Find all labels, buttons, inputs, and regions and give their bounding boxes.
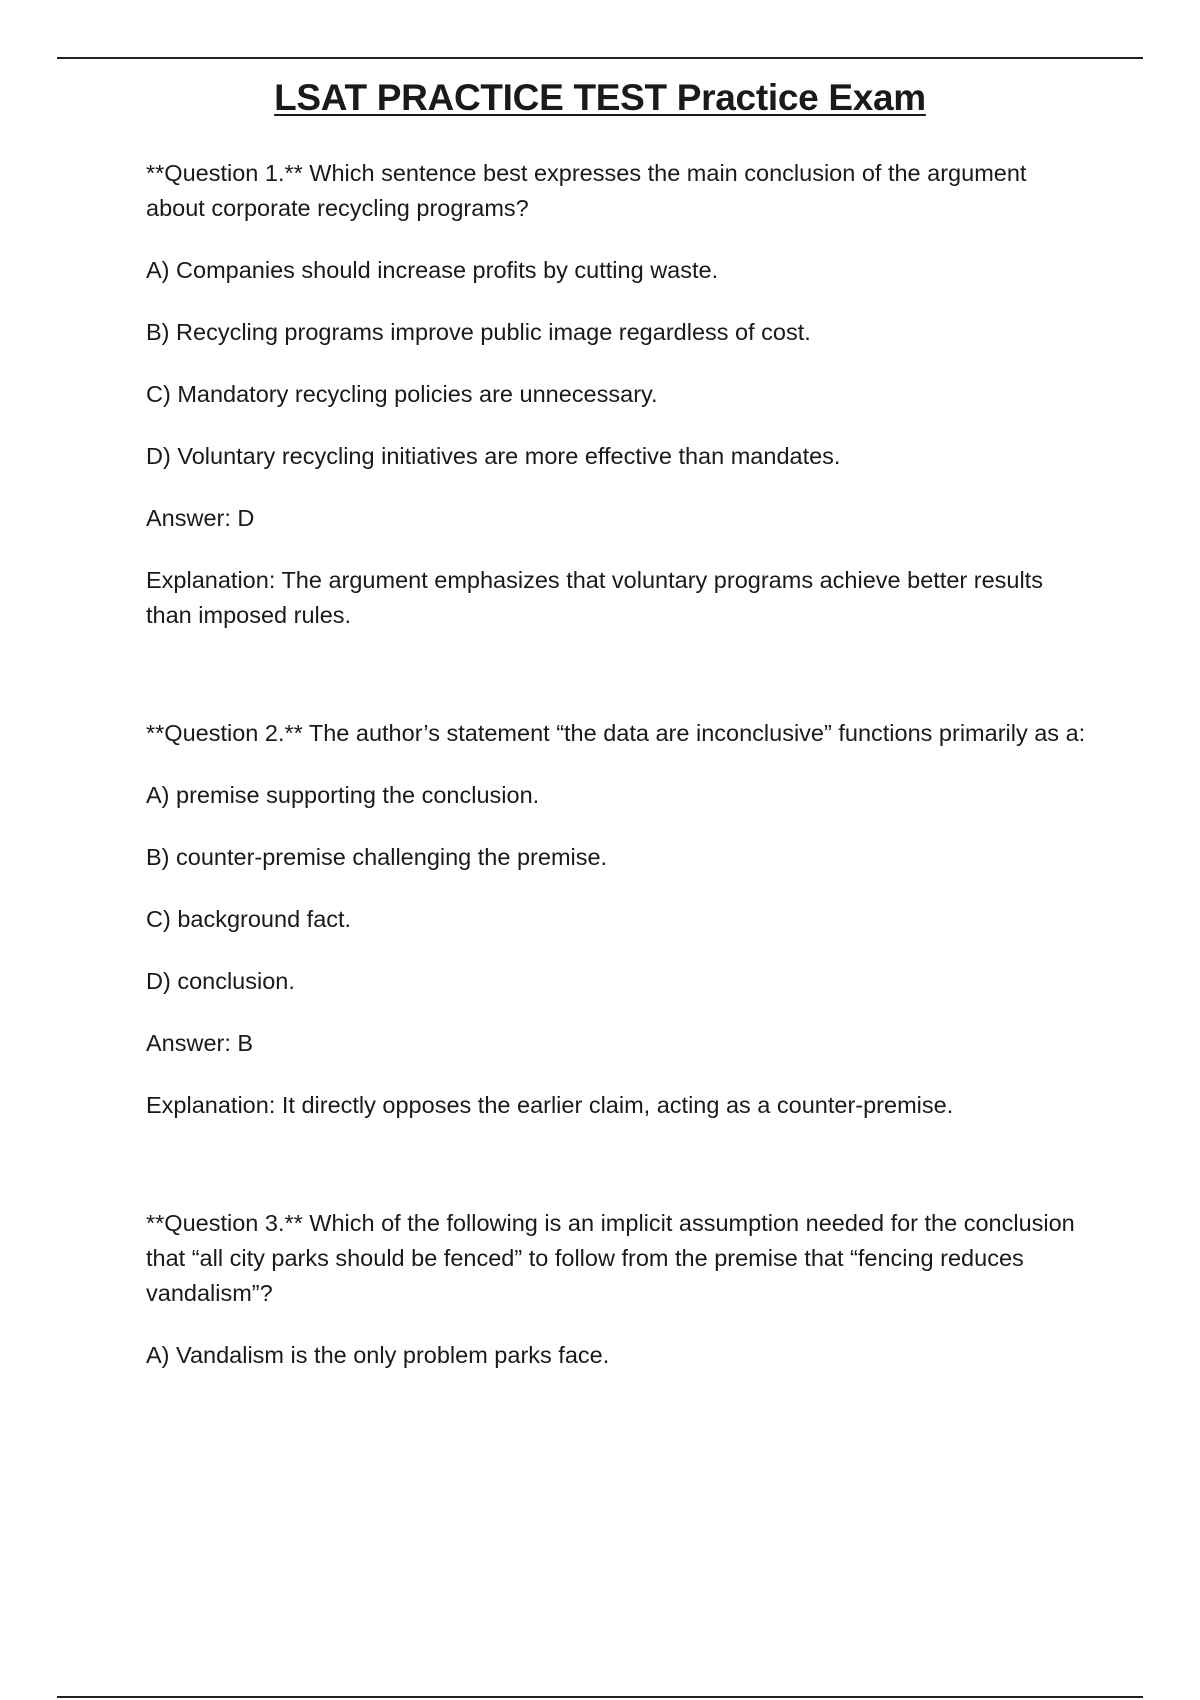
spacer [146,1150,1086,1206]
document-body [146,156,1086,1400]
top-rule [57,57,1143,59]
question-1-option-a: A) Companies should increase profits by cutting waste. [146,257,719,283]
question-2-option-a: A) premise supporting the conclusion. [146,782,540,808]
question-1 [146,156,1086,633]
question-1-option-c: C) Mandatory recycling policies are unnecessary. [146,381,658,407]
question-3 [146,1206,1086,1373]
question-2-option-c: C) background fact. [146,906,352,932]
question-2-prompt: **Question 2.** The author’s statement “the data are inconclusive” functions primarily as a: [146,720,1086,746]
page-title [0,76,1200,120]
question-1-prompt: **Question 1.** Which sentence best expresses the main conclusion of the argument about corporate recycling programs? [146,160,1027,221]
question-2-answer: Answer: B [146,1030,254,1056]
question-2-option-d: D) conclusion. [146,968,295,994]
question-3-prompt: **Question 3.** Which of the following is an implicit assumption needed for the conclusion that “all city parks should be fenced” to follow from the premise that “fencing reduces vandalism”? [146,1210,1075,1306]
question-2 [146,716,1086,1123]
question-1-option-d: D) Voluntary recycling initiatives are more effective than mandates. [146,443,841,469]
question-1-answer: Answer: D [146,505,255,531]
question-1-explanation: Explanation: The argument emphasizes that voluntary programs achieve better results than imposed rules. [146,567,1043,628]
page-title-text: LSAT PRACTICE TEST Practice Exam [274,77,926,118]
question-2-explanation: Explanation: It directly opposes the earlier claim, acting as a counter-premise. [146,1092,954,1118]
question-1-option-b: B) Recycling programs improve public image regardless of cost. [146,319,811,345]
spacer [146,660,1086,716]
bottom-rule [57,1696,1143,1698]
question-3-option-a: A) Vandalism is the only problem parks face. [146,1342,610,1368]
question-2-option-b: B) counter-premise challenging the premise. [146,844,608,870]
